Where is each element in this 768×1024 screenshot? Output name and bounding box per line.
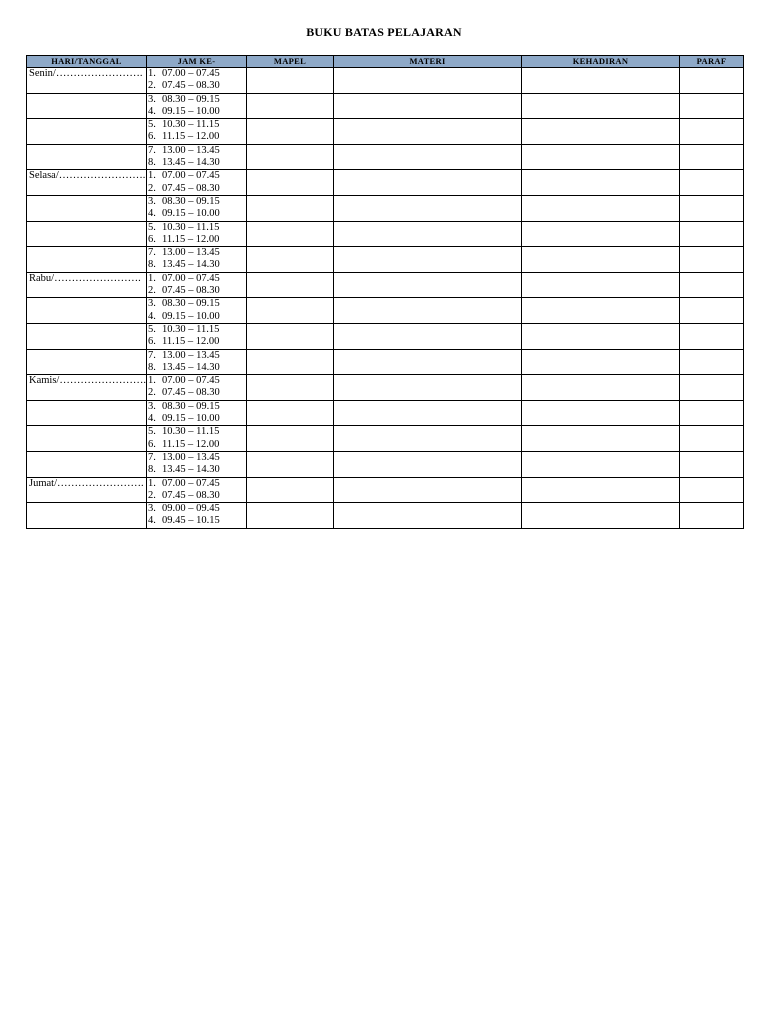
kehadiran-cell[interactable]: [522, 68, 680, 94]
jam-cell: [147, 93, 247, 119]
header-paraf: PARAF: [680, 56, 744, 68]
slot-time: 10.30 – 11.15: [162, 426, 220, 438]
slot-time: 07.45 – 08.30: [162, 285, 220, 297]
slot-number: 2.: [148, 489, 156, 501]
kehadiran-cell[interactable]: [522, 195, 680, 221]
mapel-cell[interactable]: [247, 170, 334, 196]
kehadiran-cell[interactable]: [522, 323, 680, 349]
kehadiran-cell[interactable]: [522, 247, 680, 273]
time-slot: [147, 387, 246, 399]
slot-number: 5.: [148, 221, 156, 233]
mapel-cell[interactable]: [247, 400, 334, 426]
slot-time: 08.30 – 09.15: [162, 298, 220, 310]
time-slot: [147, 157, 246, 169]
paraf-cell[interactable]: [680, 323, 744, 349]
day-cell[interactable]: [27, 400, 147, 426]
slot-number: 6.: [148, 336, 156, 348]
materi-cell[interactable]: [334, 68, 522, 94]
time-slot: [147, 311, 246, 323]
slot-time: 13.00 – 13.45: [162, 144, 220, 156]
slot-number: 4.: [148, 208, 156, 220]
materi-cell[interactable]: [334, 221, 522, 247]
slot-time: 09.45 – 10.15: [162, 515, 220, 527]
slot-time: 13.45 – 14.30: [162, 259, 220, 271]
jam-cell: [147, 477, 247, 503]
materi-cell[interactable]: [334, 195, 522, 221]
table-row: [27, 477, 744, 503]
materi-cell[interactable]: [334, 426, 522, 452]
day-cell[interactable]: [27, 451, 147, 477]
day-cell[interactable]: [27, 195, 147, 221]
jam-cell: [147, 247, 247, 273]
mapel-cell[interactable]: [247, 503, 334, 529]
table-row: [27, 426, 744, 452]
time-slot: [147, 259, 246, 271]
time-slot: [147, 285, 246, 297]
time-slot: [147, 478, 246, 490]
slot-number: 1.: [148, 272, 156, 284]
time-slot: [147, 247, 246, 259]
materi-cell[interactable]: [334, 349, 522, 375]
kehadiran-cell[interactable]: [522, 477, 680, 503]
time-slot: [147, 208, 246, 220]
slot-number: 4.: [148, 515, 156, 527]
slot-number: 2.: [148, 80, 156, 92]
slot-time: 13.00 – 13.45: [162, 247, 220, 259]
materi-cell[interactable]: [334, 93, 522, 119]
time-slot: [147, 413, 246, 425]
jam-cell: [147, 119, 247, 145]
time-slot: [147, 515, 246, 527]
mapel-cell[interactable]: [247, 247, 334, 273]
slot-number: 1.: [148, 170, 156, 182]
header-hari-tanggal: HARI/TANGGAL: [27, 56, 147, 68]
time-slot: [147, 94, 246, 106]
mapel-cell[interactable]: [247, 68, 334, 94]
kehadiran-cell[interactable]: [522, 451, 680, 477]
materi-cell[interactable]: [334, 119, 522, 145]
jam-cell: [147, 349, 247, 375]
paraf-cell[interactable]: [680, 375, 744, 401]
day-label: Selasa/…………………….: [29, 170, 146, 182]
jam-cell: [147, 400, 247, 426]
jam-cell: [147, 503, 247, 529]
mapel-cell[interactable]: [247, 375, 334, 401]
slot-number: 4.: [148, 413, 156, 425]
time-slot: [147, 426, 246, 438]
time-slot: [147, 324, 246, 336]
day-label: Senin/…………………….: [29, 68, 143, 79]
paraf-cell[interactable]: [680, 426, 744, 452]
time-slot: [147, 362, 246, 374]
slot-time: 07.00 – 07.45: [162, 375, 220, 387]
slot-time: 11.15 – 12.00: [162, 131, 220, 143]
slot-time: 08.30 – 09.15: [162, 93, 220, 105]
day-cell[interactable]: [27, 144, 147, 170]
slot-number: 5.: [148, 323, 156, 335]
time-slot: [147, 273, 246, 285]
slot-time: 07.45 – 08.30: [162, 387, 220, 399]
slot-time: 07.00 – 07.45: [162, 477, 220, 489]
materi-cell[interactable]: [334, 400, 522, 426]
day-cell[interactable]: [27, 375, 147, 401]
day-cell[interactable]: [27, 93, 147, 119]
jam-cell: [147, 298, 247, 324]
table-row: [27, 119, 744, 145]
slot-time: 09.15 – 10.00: [162, 310, 220, 322]
time-slot: [147, 119, 246, 131]
kehadiran-cell[interactable]: [522, 400, 680, 426]
jam-cell: [147, 272, 247, 298]
paraf-cell[interactable]: [680, 170, 744, 196]
day-cell[interactable]: [27, 247, 147, 273]
header-materi: MATERI: [334, 56, 522, 68]
materi-cell[interactable]: [334, 170, 522, 196]
day-cell[interactable]: [27, 68, 147, 94]
slot-number: 1.: [148, 375, 156, 387]
slot-number: 8.: [148, 464, 156, 476]
mapel-cell[interactable]: [247, 426, 334, 452]
slot-number: 8.: [148, 361, 156, 373]
slot-number: 4.: [148, 105, 156, 117]
kehadiran-cell[interactable]: [522, 349, 680, 375]
slot-time: 07.00 – 07.45: [162, 68, 220, 79]
lesson-log-table: [26, 55, 744, 529]
mapel-cell[interactable]: [247, 221, 334, 247]
time-slot: [147, 80, 246, 92]
slot-number: 7.: [148, 451, 156, 463]
slot-time: 10.30 – 11.15: [162, 323, 220, 335]
mapel-cell[interactable]: [247, 119, 334, 145]
table-row: [27, 503, 744, 529]
day-cell[interactable]: [27, 170, 147, 196]
time-slot: [147, 145, 246, 157]
paraf-cell[interactable]: [680, 221, 744, 247]
time-slot: [147, 336, 246, 348]
slot-time: 11.15 – 12.00: [162, 438, 220, 450]
table-row: [27, 298, 744, 324]
header-kehadiran: KEHADIRAN: [522, 56, 680, 68]
mapel-cell[interactable]: [247, 323, 334, 349]
materi-cell[interactable]: [334, 375, 522, 401]
mapel-cell[interactable]: [247, 477, 334, 503]
kehadiran-cell[interactable]: [522, 426, 680, 452]
kehadiran-cell[interactable]: [522, 119, 680, 145]
materi-cell[interactable]: [334, 451, 522, 477]
slot-number: 1.: [148, 68, 156, 79]
page-title: BUKU BATAS PELAJARAN: [306, 25, 462, 39]
paraf-cell[interactable]: [680, 272, 744, 298]
slot-number: 2.: [148, 285, 156, 297]
slot-time: 13.45 – 14.30: [162, 361, 220, 373]
slot-time: 09.15 – 10.00: [162, 413, 220, 425]
jam-cell: [147, 144, 247, 170]
mapel-cell[interactable]: [247, 272, 334, 298]
table-row: [27, 221, 744, 247]
day-label: Jumat/…………………….: [29, 477, 144, 489]
table-row: [27, 451, 744, 477]
paraf-cell[interactable]: [680, 93, 744, 119]
kehadiran-cell[interactable]: [522, 144, 680, 170]
materi-cell[interactable]: [334, 503, 522, 529]
slot-number: 3.: [148, 298, 156, 310]
slot-number: 3.: [148, 195, 156, 207]
materi-cell[interactable]: [334, 477, 522, 503]
time-slot: [147, 131, 246, 143]
paraf-cell[interactable]: [680, 451, 744, 477]
table-row: [27, 144, 744, 170]
slot-number: 7.: [148, 144, 156, 156]
paraf-cell[interactable]: [680, 349, 744, 375]
kehadiran-cell[interactable]: [522, 170, 680, 196]
mapel-cell[interactable]: [247, 195, 334, 221]
mapel-cell[interactable]: [247, 349, 334, 375]
table-row: [27, 68, 744, 94]
slot-number: 5.: [148, 119, 156, 131]
day-cell[interactable]: [27, 477, 147, 503]
slot-time: 11.15 – 12.00: [162, 233, 220, 245]
slot-number: 3.: [148, 400, 156, 412]
slot-number: 8.: [148, 157, 156, 169]
kehadiran-cell[interactable]: [522, 272, 680, 298]
paraf-cell[interactable]: [680, 144, 744, 170]
time-slot: [147, 490, 246, 502]
time-slot: [147, 68, 246, 80]
materi-cell[interactable]: [334, 298, 522, 324]
time-slot: [147, 196, 246, 208]
materi-cell[interactable]: [334, 144, 522, 170]
slot-time: 13.45 – 14.30: [162, 464, 220, 476]
table-row: [27, 195, 744, 221]
paraf-cell[interactable]: [680, 503, 744, 529]
slot-time: 07.45 – 08.30: [162, 80, 220, 92]
day-cell[interactable]: [27, 272, 147, 298]
slot-number: 8.: [148, 259, 156, 271]
time-slot: [147, 350, 246, 362]
slot-time: 10.30 – 11.15: [162, 221, 220, 233]
paraf-cell[interactable]: [680, 119, 744, 145]
jam-cell: [147, 375, 247, 401]
materi-cell[interactable]: [334, 247, 522, 273]
day-cell[interactable]: [27, 119, 147, 145]
paraf-cell[interactable]: [680, 298, 744, 324]
slot-time: 11.15 – 12.00: [162, 336, 220, 348]
slot-number: 7.: [148, 247, 156, 259]
day-cell[interactable]: [27, 503, 147, 529]
table-body: [27, 68, 744, 529]
slot-number: 6.: [148, 233, 156, 245]
day-cell[interactable]: [27, 426, 147, 452]
time-slot: [147, 170, 246, 182]
slot-number: 3.: [148, 503, 156, 515]
mapel-cell[interactable]: [247, 298, 334, 324]
time-slot: [147, 183, 246, 195]
time-slot: [147, 106, 246, 118]
paraf-cell[interactable]: [680, 477, 744, 503]
slot-time: 08.30 – 09.15: [162, 400, 220, 412]
slot-number: 2.: [148, 182, 156, 194]
mapel-cell[interactable]: [247, 144, 334, 170]
materi-cell[interactable]: [334, 272, 522, 298]
kehadiran-cell[interactable]: [522, 93, 680, 119]
table-row: [27, 93, 744, 119]
table-row: [27, 272, 744, 298]
day-cell[interactable]: [27, 323, 147, 349]
table-row: [27, 323, 744, 349]
jam-cell: [147, 170, 247, 196]
table-row: [27, 349, 744, 375]
time-slot: [147, 298, 246, 310]
table-row: [27, 400, 744, 426]
slot-time: 10.30 – 11.15: [162, 119, 220, 131]
mapel-cell[interactable]: [247, 451, 334, 477]
slot-time: 13.45 – 14.30: [162, 157, 220, 169]
slot-time: 09.15 – 10.00: [162, 208, 220, 220]
table-row: [27, 170, 744, 196]
slot-number: 6.: [148, 131, 156, 143]
day-label: Rabu/…………………….: [29, 272, 141, 284]
time-slot: [147, 452, 246, 464]
day-label: Kamis/…………………….: [29, 375, 146, 387]
kehadiran-cell[interactable]: [522, 298, 680, 324]
slot-number: 6.: [148, 438, 156, 450]
slot-time: 13.00 – 13.45: [162, 349, 220, 361]
slot-number: 1.: [148, 477, 156, 489]
time-slot: [147, 401, 246, 413]
slot-time: 08.30 – 09.15: [162, 195, 220, 207]
day-cell[interactable]: [27, 349, 147, 375]
jam-cell: [147, 68, 247, 94]
slot-time: 07.00 – 07.45: [162, 272, 220, 284]
jam-cell: [147, 323, 247, 349]
paraf-cell[interactable]: [680, 247, 744, 273]
slot-number: 5.: [148, 426, 156, 438]
time-slot: [147, 375, 246, 387]
slot-number: 4.: [148, 310, 156, 322]
time-slot: [147, 464, 246, 476]
paraf-cell[interactable]: [680, 195, 744, 221]
slot-time: 09.00 – 09.45: [162, 503, 220, 515]
time-slot: [147, 439, 246, 451]
table-header-row: [27, 56, 744, 68]
time-slot: [147, 503, 246, 515]
kehadiran-cell[interactable]: [522, 375, 680, 401]
time-slot: [147, 222, 246, 234]
day-cell[interactable]: [27, 298, 147, 324]
slot-time: 07.45 – 08.30: [162, 489, 220, 501]
kehadiran-cell[interactable]: [522, 221, 680, 247]
jam-cell: [147, 426, 247, 452]
time-slot: [147, 234, 246, 246]
mapel-cell[interactable]: [247, 93, 334, 119]
kehadiran-cell[interactable]: [522, 503, 680, 529]
paraf-cell[interactable]: [680, 400, 744, 426]
slot-number: 7.: [148, 349, 156, 361]
header-jam-ke: JAM KE-: [147, 56, 247, 68]
slot-number: 2.: [148, 387, 156, 399]
slot-number: 3.: [148, 93, 156, 105]
materi-cell[interactable]: [334, 323, 522, 349]
day-cell[interactable]: [27, 221, 147, 247]
jam-cell: [147, 221, 247, 247]
jam-cell: [147, 195, 247, 221]
jam-cell: [147, 451, 247, 477]
slot-time: 13.00 – 13.45: [162, 451, 220, 463]
table-row: [27, 247, 744, 273]
header-mapel: MAPEL: [247, 56, 334, 68]
table-row: [27, 375, 744, 401]
slot-time: 09.15 – 10.00: [162, 105, 220, 117]
slot-time: 07.00 – 07.45: [162, 170, 220, 182]
slot-time: 07.45 – 08.30: [162, 182, 220, 194]
paraf-cell[interactable]: [680, 68, 744, 94]
